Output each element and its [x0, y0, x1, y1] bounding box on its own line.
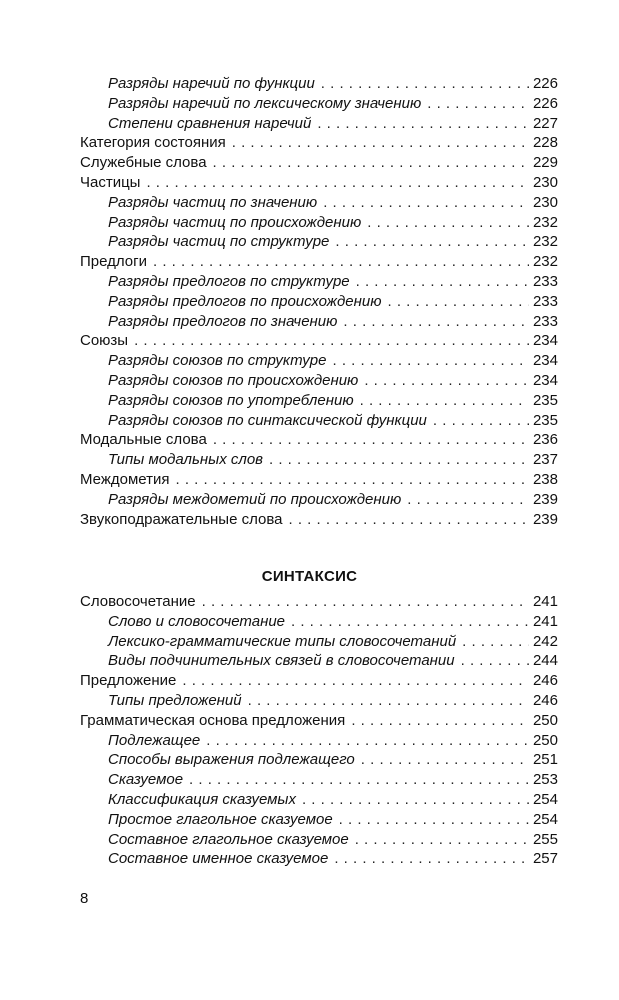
toc-entry-page-number: 233	[532, 292, 558, 310]
toc-entry	[80, 252, 558, 272]
toc-entry-title: Словосочетание	[80, 593, 196, 610]
toc-entry-title: Разряды междометий по происхождению	[108, 490, 402, 508]
toc-subentry	[80, 74, 558, 94]
toc-subentry	[80, 371, 558, 391]
toc-entry-title: Простое глагольное сказуемое	[108, 810, 333, 828]
dot-leader	[269, 450, 529, 470]
dot-leader	[360, 391, 529, 411]
toc-subentry	[80, 391, 558, 411]
section-heading-syntax: СИНТАКСИС	[261, 568, 358, 585]
toc-entry-page-number: 234	[532, 371, 558, 389]
toc-entry-title: Частицы	[80, 173, 141, 191]
toc-subentry	[80, 232, 558, 252]
toc-entry-title: Разряды частиц по структуре	[108, 233, 330, 251]
toc-entry-title: Разряды предлогов по происхождению	[108, 292, 382, 310]
toc-entry-title: Служебные слова	[80, 154, 207, 172]
dot-leader	[364, 371, 529, 391]
toc-entry-title: Способы выражения подлежащего	[108, 751, 355, 769]
toc-entry-page-number: 229	[532, 154, 558, 172]
toc-entry-page-number: 250	[532, 731, 558, 749]
toc-entry-page-number: 238	[532, 470, 558, 488]
toc-subentry	[80, 651, 558, 671]
toc-entry-title: Предложение	[80, 672, 177, 690]
dot-leader	[289, 510, 529, 530]
dot-leader	[367, 213, 529, 233]
toc-entry-page-number: 239	[532, 510, 558, 528]
toc-entry-page-number: 232	[532, 213, 558, 231]
dot-leader	[427, 94, 529, 114]
dot-leader	[146, 173, 529, 193]
dot-leader	[291, 612, 529, 632]
toc-entry-title: Классификация сказуемых	[108, 790, 296, 808]
toc-entry-title: Виды подчинительных связей в словосочетании	[108, 652, 455, 670]
table-of-contents-part-2	[80, 592, 558, 869]
toc-subentry	[80, 490, 558, 510]
toc-subentry	[80, 193, 558, 213]
dot-leader	[339, 810, 529, 830]
toc-subentry	[80, 810, 558, 830]
toc-entry-page-number: 250	[532, 711, 558, 729]
toc-entry-page-number: 236	[532, 431, 558, 449]
page-number: 8	[80, 890, 89, 907]
toc-entry-title: Разряды союзов по синтаксической функции	[108, 411, 427, 429]
dot-leader	[189, 770, 529, 790]
toc-entry-title: Подлежащее	[108, 731, 201, 749]
toc-entry	[80, 133, 558, 153]
toc-entry	[80, 510, 558, 530]
toc-entry	[80, 470, 558, 490]
toc-subentry	[80, 612, 558, 632]
dot-leader	[361, 750, 529, 770]
toc-subentry	[80, 830, 558, 850]
dot-leader	[334, 849, 529, 869]
toc-entry	[80, 671, 558, 691]
toc-entry-page-number: 246	[532, 691, 558, 709]
toc-subentry	[80, 292, 558, 312]
toc-entry-page-number: 232	[532, 233, 558, 251]
toc-entry-page-number: 257	[532, 850, 558, 868]
toc-entry-title: Составное глагольное сказуемое	[108, 830, 349, 848]
toc-entry-title: Составное именное сказуемое	[108, 850, 329, 868]
dot-leader	[206, 731, 529, 751]
toc-entry	[80, 711, 558, 731]
toc-entry-page-number: 254	[532, 810, 558, 828]
toc-entry-page-number: 237	[532, 451, 558, 469]
toc-entry-title: Разряды предлогов по структуре	[108, 272, 350, 290]
dot-leader	[182, 671, 529, 691]
toc-entry-page-number: 232	[532, 253, 558, 271]
toc-subentry	[80, 351, 558, 371]
dot-leader	[388, 292, 529, 312]
toc-subentry	[80, 790, 558, 810]
toc-subentry	[80, 450, 558, 470]
dot-leader	[213, 153, 529, 173]
toc-entry-title: Степени сравнения наречий	[108, 114, 312, 132]
toc-subentry	[80, 114, 558, 134]
toc-entry-page-number: 235	[532, 391, 558, 409]
toc-entry-title: Сказуемое	[108, 771, 184, 789]
toc-entry-page-number: 226	[532, 94, 558, 112]
dot-leader	[433, 411, 529, 431]
toc-entry	[80, 430, 558, 450]
toc-entry-title: Разряды наречий по функции	[108, 75, 315, 92]
toc-subentry	[80, 849, 558, 869]
toc-subentry	[80, 94, 558, 114]
toc-entry-page-number: 241	[532, 593, 558, 610]
toc-entry-title: Типы модальных слов	[108, 451, 263, 469]
toc-entry-page-number: 242	[532, 632, 558, 650]
dot-leader	[355, 830, 529, 850]
toc-entry-page-number: 228	[532, 134, 558, 152]
toc-entry	[80, 173, 558, 193]
dot-leader	[302, 790, 529, 810]
toc-subentry	[80, 632, 558, 652]
toc-entry-title: Разряды частиц по значению	[108, 193, 318, 211]
toc-entry	[80, 592, 558, 612]
toc-entry-title: Типы предложений	[108, 691, 242, 709]
dot-leader	[248, 691, 529, 711]
toc-entry-page-number: 233	[532, 272, 558, 290]
toc-entry-title: Разряды наречий по лексическому значению	[108, 94, 422, 112]
toc-entry-title: Междометия	[80, 470, 170, 488]
dot-leader	[343, 312, 529, 332]
toc-entry-page-number: 230	[532, 173, 558, 191]
toc-entry-page-number: 233	[532, 312, 558, 330]
dot-leader	[407, 490, 529, 510]
dot-leader	[356, 272, 529, 292]
toc-subentry	[80, 770, 558, 790]
toc-subentry	[80, 411, 558, 431]
toc-entry-title: Звукоподражательные слова	[80, 510, 283, 528]
toc-entry-page-number: 226	[532, 75, 558, 92]
dot-leader	[335, 232, 529, 252]
toc-subentry	[80, 272, 558, 292]
dot-leader	[462, 632, 529, 652]
dot-leader	[202, 592, 529, 612]
dot-leader	[323, 193, 529, 213]
dot-leader	[213, 430, 529, 450]
toc-entry-page-number: 244	[532, 652, 558, 670]
toc-entry-page-number: 239	[532, 490, 558, 508]
toc-entry	[80, 153, 558, 173]
dot-leader	[351, 711, 529, 731]
toc-subentry	[80, 750, 558, 770]
toc-entry-page-number: 235	[532, 411, 558, 429]
toc-subentry	[80, 691, 558, 711]
dot-leader	[317, 114, 529, 134]
toc-entry-title: Категория состояния	[80, 134, 226, 152]
toc-subentry	[80, 213, 558, 233]
toc-entry-page-number: 227	[532, 114, 558, 132]
dot-leader	[321, 74, 529, 94]
toc-entry-page-number: 234	[532, 332, 558, 350]
toc-entry-title: Лексико-грамматические типы словосочетаний	[108, 632, 457, 650]
toc-entry-page-number: 251	[532, 751, 558, 769]
table-of-contents-part-1	[80, 74, 558, 529]
toc-entry-title: Союзы	[80, 332, 129, 350]
toc-entry-title: Разряды союзов по происхождению	[108, 371, 359, 389]
toc-entry-page-number: 234	[532, 352, 558, 370]
toc-entry-page-number: 241	[532, 612, 558, 630]
toc-entry-page-number: 255	[532, 830, 558, 848]
toc-entry-page-number: 254	[532, 790, 558, 808]
toc-entry-title: Разряды союзов по употреблению	[108, 391, 354, 409]
toc-entry	[80, 331, 558, 351]
toc-subentry	[80, 731, 558, 751]
toc-subentry	[80, 312, 558, 332]
toc-entry-title: Разряды предлогов по значению	[108, 312, 338, 330]
toc-entry-title: Разряды частиц по происхождению	[108, 213, 362, 231]
dot-leader	[461, 651, 529, 671]
toc-entry-page-number: 253	[532, 771, 558, 789]
toc-entry-page-number: 246	[532, 672, 558, 690]
toc-entry-title: Разряды союзов по структуре	[108, 352, 327, 370]
toc-entry-title: Грамматическая основа предложения	[80, 711, 346, 729]
toc-entry-page-number: 230	[532, 193, 558, 211]
dot-leader	[134, 331, 529, 351]
dot-leader	[332, 351, 528, 371]
dot-leader	[232, 133, 529, 153]
dot-leader	[176, 470, 529, 490]
dot-leader	[153, 252, 529, 272]
toc-entry-title: Предлоги	[80, 253, 148, 271]
toc-entry-title: Слово и словосочетание	[108, 612, 286, 630]
toc-entry-title: Модальные слова	[80, 431, 207, 449]
